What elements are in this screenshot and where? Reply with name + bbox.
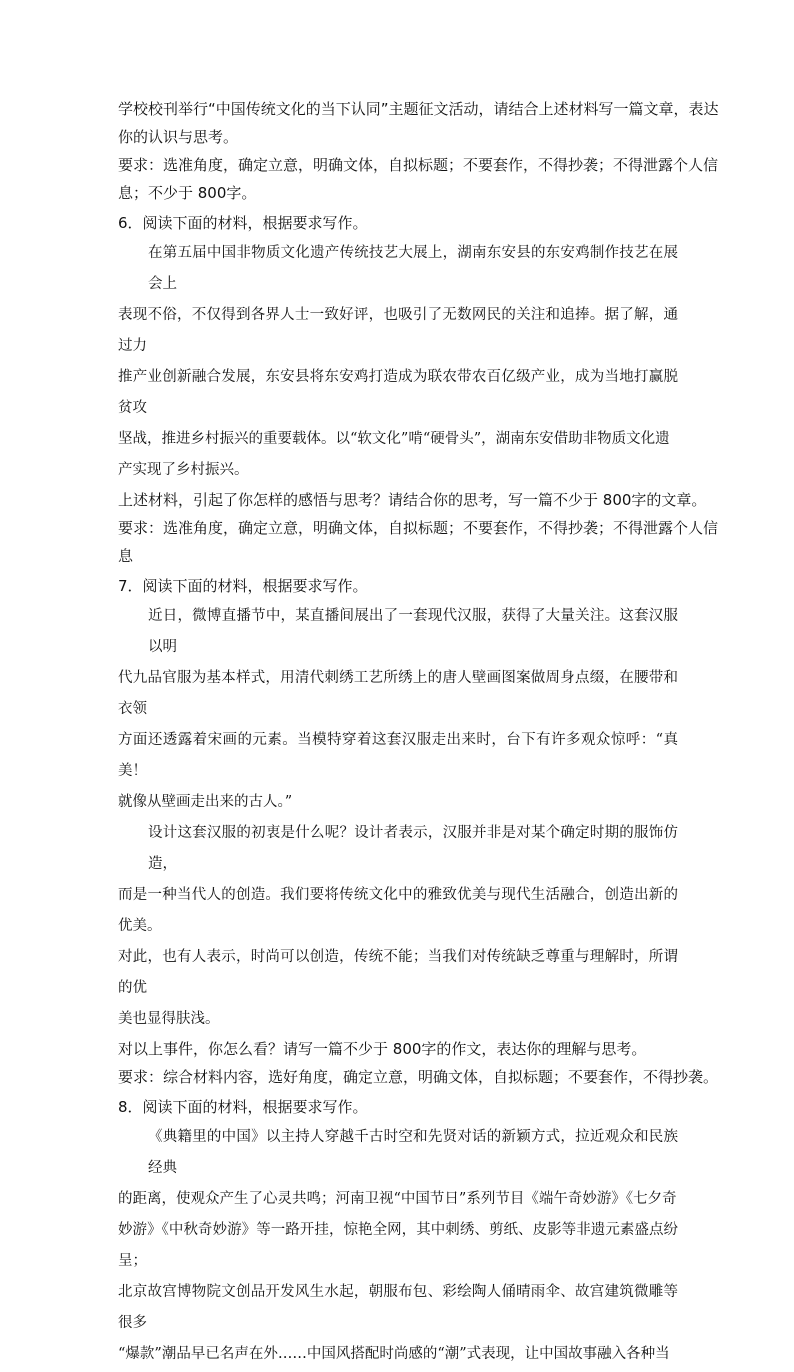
- question-8: [118, 1093, 678, 1370]
- question-8-material-line: 妙游》《中秋奇妙游》等一路开挂，惊艳全网，其中刺绣、剪纸、皮影等非遗元素盛点纷呈；: [118, 1222, 678, 1269]
- intro-requirement-line-1: 要求：选准角度，确定立意，明确文体，自拟标题；不要套作，不得抄袭；不得泄露个人信: [118, 156, 719, 174]
- question-7-material-line: 而是一种当代人的创造。我们要将传统文化中的雅致优美与现代生活融合，创造出新的优美。: [118, 887, 678, 934]
- question-8-material-line: 《典籍里的中国》以主持人穿越千古时空和先贤对话的新颖方式，拉近观众和民族经典: [148, 1129, 678, 1176]
- question-6-prompt: 上述材料，引起了你怎样的感悟与思考？请结合你的思考，写一篇不少于 800字的文章。: [118, 491, 707, 509]
- intro-line-1: 学校校刊举行“中国传统文化的当下认同”主题征文活动，请结合上述材料写一篇文章，表达: [118, 100, 719, 118]
- question-7-title: 7．阅读下面的材料，根据要求写作。: [118, 577, 368, 595]
- question-7-requirement: 要求：综合材料内容，选好角度，确定立意，明确文体，自拟标题；不要套作，不得抄袭。: [118, 1068, 719, 1086]
- question-6-material-line: 坚战，推进乡村振兴的重要载体。以“软文化”啃“硬骨头”，湖南东安借助非物质文化遗: [118, 431, 670, 447]
- question-7-material-line: 美也显得肤浅。: [118, 1011, 220, 1027]
- question-7-material-line: 近日，微博直播节中，某直播间展出了一套现代汉服，获得了大量关注。这套汉服以明: [148, 608, 678, 655]
- question-7: [118, 572, 719, 1091]
- question-6-material-line: 产实现了乡村振兴。: [118, 462, 249, 478]
- question-7-material-line: 就像从壁画走出来的古人。”: [118, 794, 293, 810]
- question-6-requirement-line-2: 息: [118, 547, 134, 565]
- question-8-material-line: “爆款”潮品早已名声在外……中国风搭配时尚感的“潮”式表现，让中国故事融入各种当: [118, 1346, 670, 1362]
- question-6-material: [118, 238, 678, 486]
- question-6: [118, 209, 719, 570]
- question-8-title: 8．阅读下面的材料，根据要求写作。: [118, 1098, 368, 1116]
- question-8-material: [118, 1122, 678, 1370]
- question-7-material-line: 对此，也有人表示，时尚可以创造，传统不能；当我们对传统缺乏尊重与理解时，所谓的优: [118, 949, 678, 996]
- question-6-material-line: 推产业创新融合发展，东安县将东安鸡打造成为联农带农百亿级产业，成为当地打赢脱贫攻: [118, 369, 678, 416]
- question-6-title: 6．阅读下面的材料，根据要求写作。: [118, 214, 368, 232]
- question-7-material-paragraph-1: [118, 601, 678, 818]
- question-7-material-line: 设计这套汉服的初衷是什么呢？设计者表示，汉服并非是对某个确定时期的服饰仿造，: [148, 825, 678, 872]
- question-7-material-line: 代九品官服为基本样式，用清代刺绣工艺所绣上的唐人壁画图案做周身点缀，在腰带和衣领: [118, 670, 678, 717]
- question-7-material-paragraph-2: [118, 818, 678, 1035]
- intro-section: [118, 95, 719, 207]
- question-7-prompt: 对以上事件，你怎么看？请写一篇不少于 800字的作文，表达你的理解与思考。: [118, 1040, 647, 1058]
- question-6-material-line: 在第五届中国非物质文化遗产传统技艺大展上，湖南东安县的东安鸡制作技艺在展会上: [148, 245, 678, 292]
- question-8-material-line: 的距离，使观众产生了心灵共鸣；河南卫视“中国节日”系列节目《端午奇妙游》《七夕奇: [118, 1191, 677, 1207]
- intro-line-2: 你的认识与思考。: [118, 128, 239, 146]
- question-7-material-line: 方面还透露着宋画的元素。当模特穿着这套汉服走出来时，台下有许多观众惊呼：“真美！: [118, 732, 678, 779]
- question-8-material-line: 北京故宫博物院文创品开发风生水起，朝服布包、彩绘陶人俑晴雨伞、故宫建筑微雕等很多: [118, 1284, 678, 1331]
- question-6-material-line: 表现不俗，不仅得到各界人士一致好评，也吸引了无数网民的关注和追捧。据了解，通过力: [118, 307, 678, 354]
- question-6-requirement-line-1: 要求：选准角度，确定立意，明确文体，自拟标题；不要套作，不得抄袭；不得泄露个人信: [118, 519, 719, 537]
- document-content: [118, 95, 719, 1372]
- intro-requirement-line-2: 息；不少于 800字。: [118, 184, 257, 202]
